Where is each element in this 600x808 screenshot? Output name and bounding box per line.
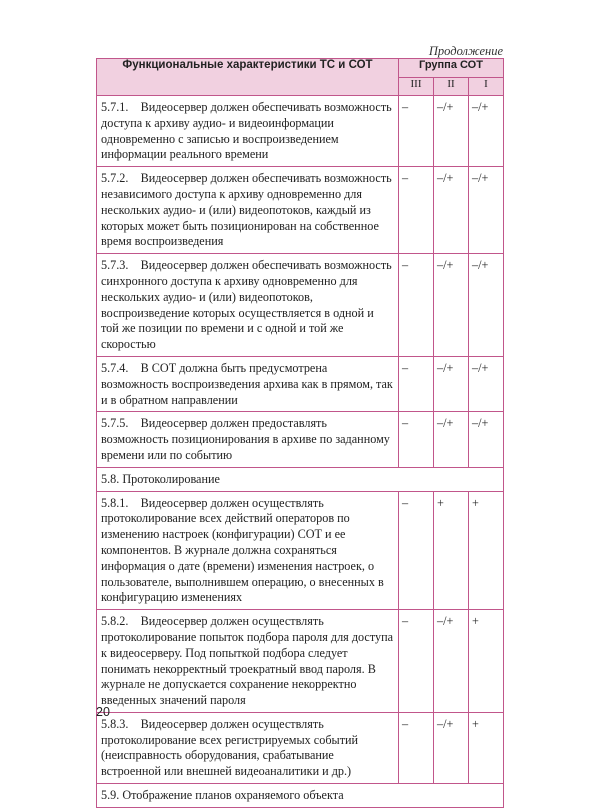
class-i-value: –/+: [469, 96, 504, 167]
page-number: 20: [96, 705, 110, 719]
requirement-text: 5.7.3. Видеосервер должен обеспечивать возможность синхронного доступа к архиву одновременно для нескольких аудио- и (или) видеопотоков, воспроизведение которых осуществляется в одной и той же позиции по времени и с одной и той же скоростью: [97, 254, 399, 357]
table-row: [97, 254, 504, 357]
table-row: [97, 96, 504, 167]
section-title: 5.9. Отображение планов охраняемого объекта: [97, 784, 504, 808]
class-header-ii: II: [434, 78, 469, 96]
table-row: [97, 167, 504, 254]
class-i-value: +: [469, 491, 504, 610]
characteristics-header: Функциональные характеристики ТС и СОТ: [97, 59, 399, 96]
class-header-i: I: [469, 78, 504, 96]
class-iii-value: –: [399, 356, 434, 411]
class-ii-value: –/+: [434, 610, 469, 713]
class-iii-value: –: [399, 412, 434, 467]
class-i-value: –/+: [469, 412, 504, 467]
continuation-label: Продолжение: [428, 44, 503, 58]
class-i-value: –/+: [469, 356, 504, 411]
class-iii-value: –: [399, 167, 434, 254]
class-iii-value: –: [399, 712, 434, 783]
class-iii-value: –: [399, 96, 434, 167]
table-row: [97, 356, 504, 411]
requirement-text: 5.8.2. Видеосервер должен осуществлять протоколирование попыток подбора пароля для доступа к видеосерверу. Под попыткой подбора следует понимать некорректный троекратный ввод пароля. В журнале не допускается сохранение некорректно введенных значений пароля: [97, 610, 399, 713]
requirement-text: 5.8.3. Видеосервер должен осуществлять протоколирование всех регистрируемых событий (неисправность оборудования, срабатывание встроенной или внешней видеоаналитики и др.): [97, 712, 399, 783]
class-ii-value: –/+: [434, 356, 469, 411]
class-i-value: –/+: [469, 167, 504, 254]
class-iii-value: –: [399, 491, 434, 610]
requirement-text: 5.8.1. Видеосервер должен осуществлять протоколирование всех действий операторов по изменению настроек (конфигурации) СОТ и ее компонентов. В журнале должна сохраняться информация о дате (времени) изменения настроек, о пользователе, выполнившем операцию, о внесенных в конфигурацию изменениях: [97, 491, 399, 610]
group-header: Группа СОТ: [399, 59, 504, 78]
class-ii-value: –/+: [434, 96, 469, 167]
requirements-table: [96, 58, 504, 808]
table-body: [97, 96, 504, 808]
section-row: [97, 784, 504, 808]
class-ii-value: –/+: [434, 167, 469, 254]
requirement-text: 5.7.1. Видеосервер должен обеспечивать возможность доступа к архиву аудио- и видеоинформации одновременно с записью и воспроизведением информации реального времени: [97, 96, 399, 167]
class-i-value: –/+: [469, 254, 504, 357]
class-ii-value: +: [434, 491, 469, 610]
class-i-value: +: [469, 712, 504, 783]
section-row: [97, 467, 504, 491]
requirement-text: 5.7.2. Видеосервер должен обеспечивать возможность независимого доступа к архиву одновременно для нескольких аудио- и (или) видеопотоков, каждый из которых может быть позиционирован на собственное время воспроизведения: [97, 167, 399, 254]
table-row: [97, 610, 504, 713]
class-i-value: +: [469, 610, 504, 713]
class-header-iii: III: [399, 78, 434, 96]
class-ii-value: –/+: [434, 254, 469, 357]
section-title: 5.8. Протоколирование: [97, 467, 504, 491]
table-row: [97, 491, 504, 610]
table-row: [97, 412, 504, 467]
class-iii-value: –: [399, 610, 434, 713]
requirement-text: 5.7.4. В СОТ должна быть предусмотрена возможность воспроизведения архива как в прямом, так и в обратном направлении: [97, 356, 399, 411]
class-ii-value: –/+: [434, 412, 469, 467]
table-row: [97, 712, 504, 783]
class-ii-value: –/+: [434, 712, 469, 783]
class-iii-value: –: [399, 254, 434, 357]
requirement-text: 5.7.5. Видеосервер должен предоставлять возможность позиционирования в архиве по заданному времени или по событию: [97, 412, 399, 467]
